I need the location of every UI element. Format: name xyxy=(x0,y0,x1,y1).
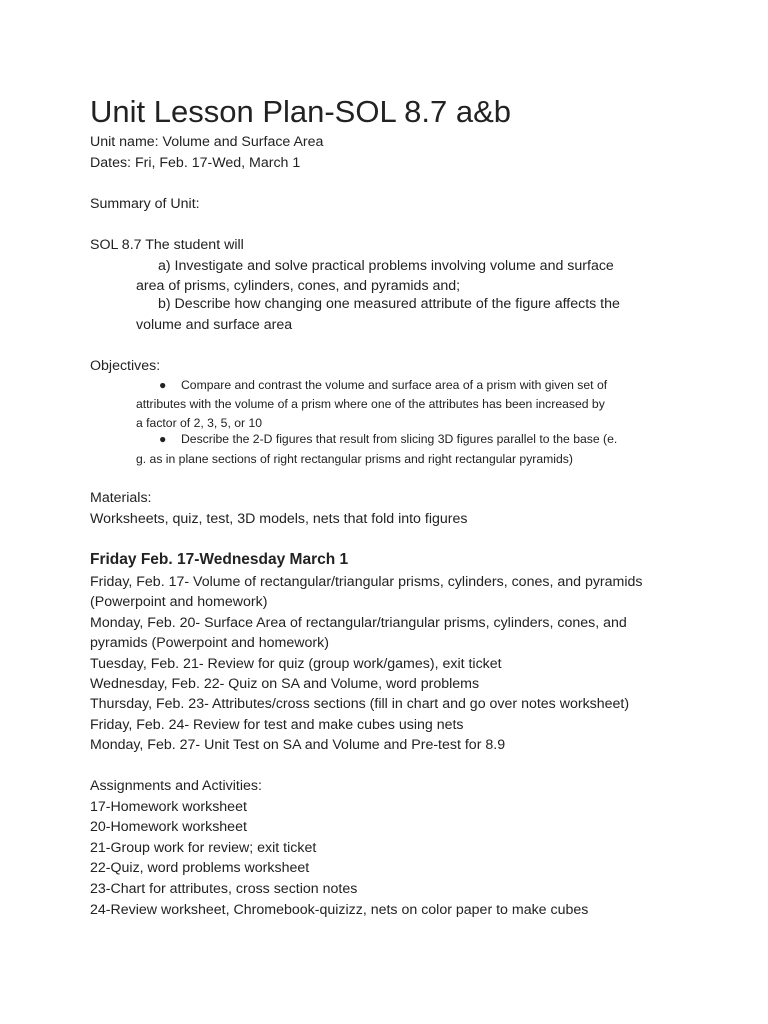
schedule-line: Tuesday, Feb. 21- Review for quiz (group work/games), exit ticket xyxy=(90,656,502,672)
assignment-line: 21-Group work for review; exit ticket xyxy=(90,840,317,856)
assignment-line: 23-Chart for attributes, cross section notes xyxy=(90,881,358,897)
schedule-line: Thursday, Feb. 23- Attributes/cross sections (fill in chart and go over notes worksheet) xyxy=(90,696,630,712)
objective-bullet-icon: ● xyxy=(159,378,167,392)
objective-bullet-icon: ● xyxy=(159,432,167,446)
materials-label: Materials: xyxy=(90,490,152,506)
sol-item-b-line2: volume and surface area xyxy=(136,317,293,333)
assignment-line: 22-Quiz, word problems worksheet xyxy=(90,860,310,876)
schedule-line: Monday, Feb. 27- Unit Test on SA and Volume and Pre-test for 8.9 xyxy=(90,737,506,753)
page-title: Unit Lesson Plan-SOL 8.7 a&b xyxy=(90,94,512,129)
assignments-label: Assignments and Activities: xyxy=(90,778,262,794)
summary-label: Summary of Unit: xyxy=(90,196,200,212)
assignment-line: 20-Homework worksheet xyxy=(90,819,247,835)
schedule-line: (Powerpoint and homework) xyxy=(90,594,268,610)
sol-item-a-line2: area of prisms, cylinders, cones, and pyramids and; xyxy=(136,278,461,294)
materials-text: Worksheets, quiz, test, 3D models, nets that fold into figures xyxy=(90,511,468,527)
unit-dates: Dates: Fri, Feb. 17-Wed, March 1 xyxy=(90,155,301,171)
schedule-line: pyramids (Powerpoint and homework) xyxy=(90,635,329,651)
schedule-line: Friday, Feb. 24- Review for test and make cubes using nets xyxy=(90,717,464,733)
objective-1-line3: a factor of 2, 3, 5, or 10 xyxy=(136,416,263,430)
sol-intro: SOL 8.7 The student will xyxy=(90,237,244,253)
schedule-heading: Friday Feb. 17-Wednesday March 1 xyxy=(90,551,349,568)
schedule-line: Wednesday, Feb. 22- Quiz on SA and Volume, word problems xyxy=(90,676,480,692)
objective-2-line2: g. as in plane sections of right rectangular prisms and right rectangular pyramids) xyxy=(136,452,573,466)
objective-2-line1: Describe the 2-D figures that result from slicing 3D figures parallel to the base (e. xyxy=(181,432,618,446)
assignment-line: 17-Homework worksheet xyxy=(90,799,247,815)
unit-name: Unit name: Volume and Surface Area xyxy=(90,134,324,150)
objective-1-line1: Compare and contrast the volume and surface area of a prism with given set of xyxy=(181,378,608,392)
sol-item-a-line1: a) Investigate and solve practical problems involving volume and surface xyxy=(158,258,614,274)
assignment-line: 24-Review worksheet, Chromebook-quizizz, nets on color paper to make cubes xyxy=(90,902,589,918)
schedule-line: Monday, Feb. 20- Surface Area of rectangular/triangular prisms, cylinders, cones, and xyxy=(90,615,627,631)
objective-1-line2: attributes with the volume of a prism where one of the attributes has been increased by xyxy=(136,397,605,411)
sol-item-b-line1: b) Describe how changing one measured attribute of the figure affects the xyxy=(158,296,620,312)
schedule-line: Friday, Feb. 17- Volume of rectangular/triangular prisms, cylinders, cones, and pyramids xyxy=(90,574,643,590)
objectives-label: Objectives: xyxy=(90,358,161,374)
